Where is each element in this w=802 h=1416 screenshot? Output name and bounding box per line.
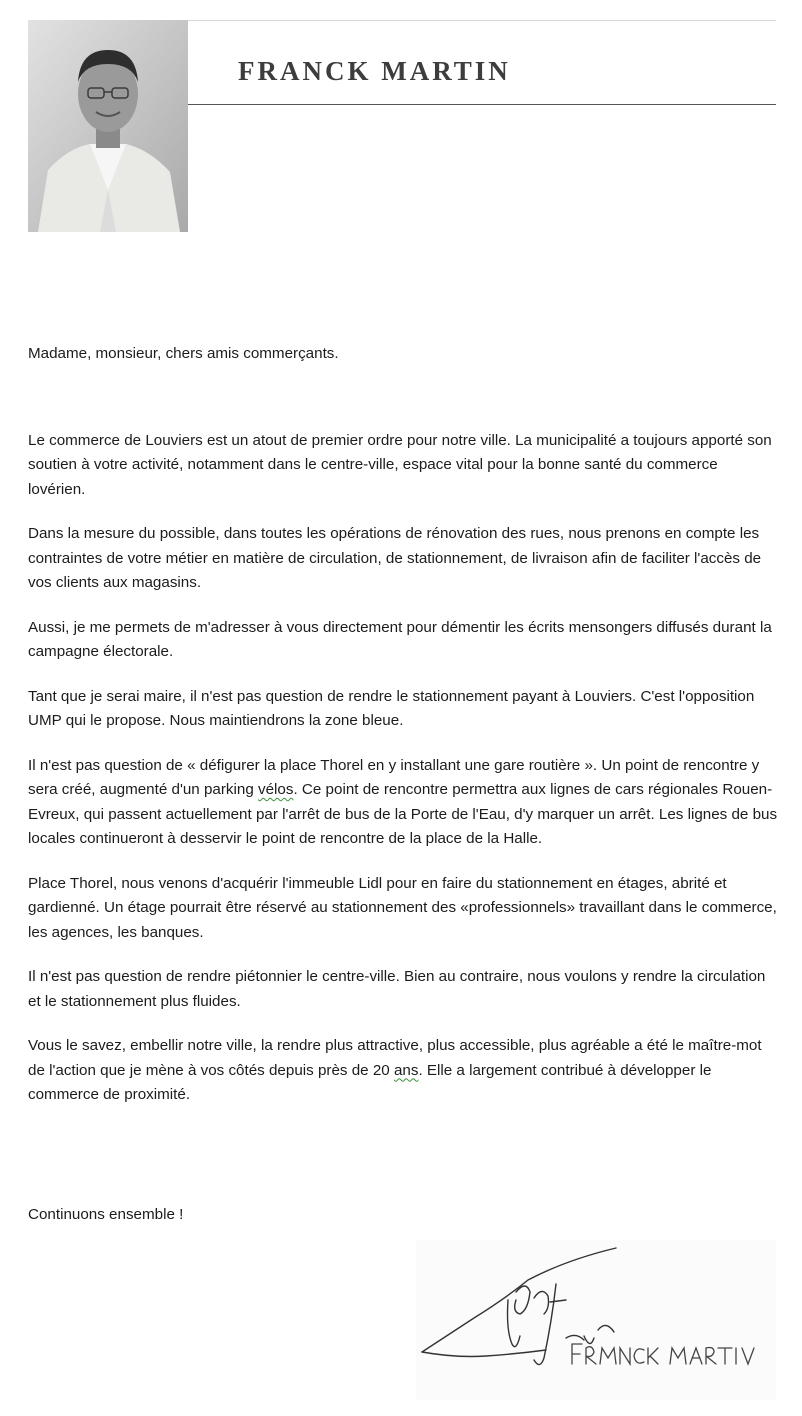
paragraph-3: Aussi, je me permets de m'adresser à vous directement pour démentir les écrits mensongers diffusés durant la campagne électorale. [28,618,772,660]
paragraph-7: Il n'est pas question de rendre piétonnier le centre-ville. Bien au contraire, nous voulons y rendre la circulation et le stationnement plus fluides. [28,968,766,1010]
paragraph-8-part-a: Vous le savez, embellir notre ville, la rendre plus attractive, plus accessible, plus agréable a été le maître-mot de l'action que je mène à vos côtés depuis près de 20 [28,1037,762,1079]
handwritten-signature [416,1240,776,1400]
paragraph-8 [28,1034,778,1108]
paragraph-4: Tant que je serai maire, il n'est pas question de rendre le stationnement payant à Louviers. C'est l'opposition UMP qui le propose. Nous maintiendrons la zone bleue. [28,687,755,729]
paragraph-5-part-c: . Ce point de rencontre permettra aux lignes de cars régionales Rouen-Evreux, qui passent actuellement par l'arrêt de bus de la Porte de l'Eau, d'y marquer un arrêt. Les lignes de bus locales continueront à desservir le point de rencontre de la place de la Halle. [28,781,778,847]
spellcheck-word-velos: vélos [258,781,294,798]
letter-body [28,342,778,1128]
paragraph-6: Place Thorel, nous venons d'acquérir l'immeuble Lidl pour en faire du stationnement en étages, abrité et gardienné. Un étage pourrait être réservé au stationnement des «professionnels» travaillant dans le commerce, les agences, les banques. [28,874,777,941]
portrait-photo [28,20,188,232]
portrait-icon [28,20,188,232]
paragraph-8-part-c: . Elle a largement contribué à développer le commerce de proximité. [28,1061,712,1103]
paragraph-2: Dans la mesure du possible, dans toutes les opérations de rénovation des rues, nous prenons en compte les contraintes de votre métier en matière de circulation, de stationnement, de livraison afin de faciliter l'accès de vos clients aux magasins. [28,525,762,591]
paragraph-5-part-a: Il n'est pas question de « défigurer la place Thorel en y installant une gare routière ». Un point de rencontre y sera créé, augmenté d'un parking [28,756,760,798]
paragraph-5 [28,754,778,852]
salutation: Madame, monsieur, chers amis commerçants. [28,345,339,362]
author-name: FRANCK MARTIN [238,56,511,86]
header-rule [188,104,776,105]
closing-line: Continuons ensemble ! [28,1206,184,1223]
signature-icon [416,1240,776,1400]
header-top-rule [188,20,776,21]
spellcheck-word-ans: ans [393,1061,419,1079]
paragraph-1: Le commerce de Louviers est un atout de premier ordre pour notre ville. La municipalité a toujours apporté son soutien à votre activité, notamment dans le centre-ville, espace vital pour la bonne santé du commerce lovérien. [28,431,772,498]
